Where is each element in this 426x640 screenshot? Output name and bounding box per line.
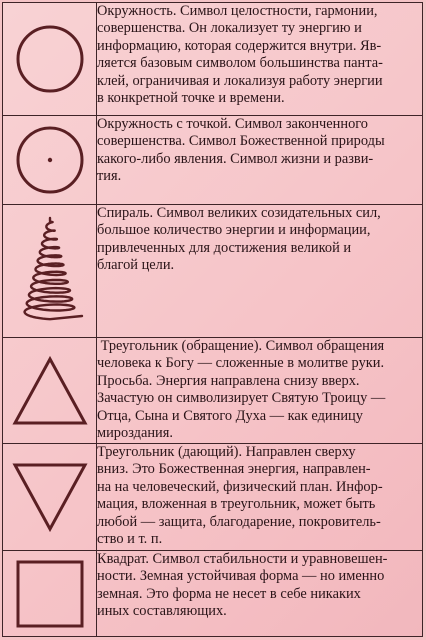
description-line: Треугольник (дающий). Направлен сверху [97, 444, 356, 460]
description-line: большое количество энергии и информации, [97, 222, 371, 239]
symbol-description [97, 205, 423, 338]
description-line: Окружность с точкой. Символ законченного [97, 116, 369, 132]
description-line: Окружность. Символ целостности, гармонии, [97, 3, 378, 19]
triangle-up-icon [10, 351, 90, 431]
icon-cell [3, 551, 97, 637]
description-line: вниз. Это Божественная энергия, направлен- [97, 461, 371, 478]
description-line: Отца, Сына и Святого Духа — как единицу [97, 407, 363, 424]
description-line: любой — защита, благодарение, покровитель- [97, 513, 381, 530]
square-icon [10, 554, 90, 634]
icon-cell [3, 205, 97, 338]
description-line: ляется базовым символом большинства панта- [97, 55, 383, 72]
description-line: ности. Земная устойчивая форма — но именно [97, 568, 385, 585]
circle-icon [10, 19, 90, 99]
description-line: человека к Богу — сложенные в молитве руки. [97, 355, 385, 372]
triangle-down-icon [10, 457, 90, 537]
description-line: благой цели. [97, 257, 175, 274]
description-line: ство и т. п. [97, 531, 163, 548]
description-line: привлеченных для достижения великой и [97, 239, 352, 256]
symbol-description [97, 551, 423, 637]
circle-with-dot-icon [10, 120, 90, 200]
description-line: Треугольник (обращение). Символ обращения [97, 338, 385, 354]
icon-cell [3, 338, 97, 444]
symbol-description [97, 3, 423, 116]
symbols-sheet [2, 2, 423, 637]
description-line: мация, вложенная в треугольник, может быть [97, 496, 376, 513]
icon-cell [3, 3, 97, 116]
description-line: на на человеческий, физический план. Инфор- [97, 478, 383, 495]
icon-cell [3, 444, 97, 551]
symbol-row-circle-dot [3, 116, 423, 205]
symbol-row-circle [3, 3, 423, 116]
description-line: Зачастую он символизирует Святую Троицу — [97, 390, 386, 407]
description-line: Просьба. Энергия направлена снизу вверх. [97, 372, 360, 389]
description-line: совершенства. Он локализует ту энергию и [97, 20, 362, 37]
description-line: иных составляющих. [97, 603, 227, 620]
symbol-row-square [3, 551, 423, 637]
spiral-icon [10, 210, 90, 332]
symbol-description [97, 444, 423, 551]
description-line: информацию, которая содержится внутри. Яв- [97, 37, 382, 54]
description-line: мироздания. [97, 425, 173, 442]
description-line: совершенства. Символ Божественной природы [97, 133, 385, 150]
description-line: Спираль. Символ великих созидательных сил, [97, 205, 381, 221]
description-line: Квадрат. Символ стабильности и уравновешен- [97, 551, 388, 567]
description-line: тия. [97, 168, 122, 185]
symbol-row-spiral [3, 205, 423, 338]
symbol-row-triangle-up [3, 338, 423, 444]
description-line: в конкретной точке и времени. [97, 90, 285, 107]
symbols-table [2, 2, 423, 637]
description-line: клей, ограничивая и локализуя работу энергии [97, 72, 383, 89]
symbol-description [97, 116, 423, 205]
symbol-row-triangle-down [3, 444, 423, 551]
description-line: какого-либо явления. Символ жизни и разви- [97, 150, 374, 167]
symbol-description [97, 338, 423, 444]
icon-cell [3, 116, 97, 205]
description-line: земная. Это форма не несет в себе никаких [97, 585, 361, 602]
